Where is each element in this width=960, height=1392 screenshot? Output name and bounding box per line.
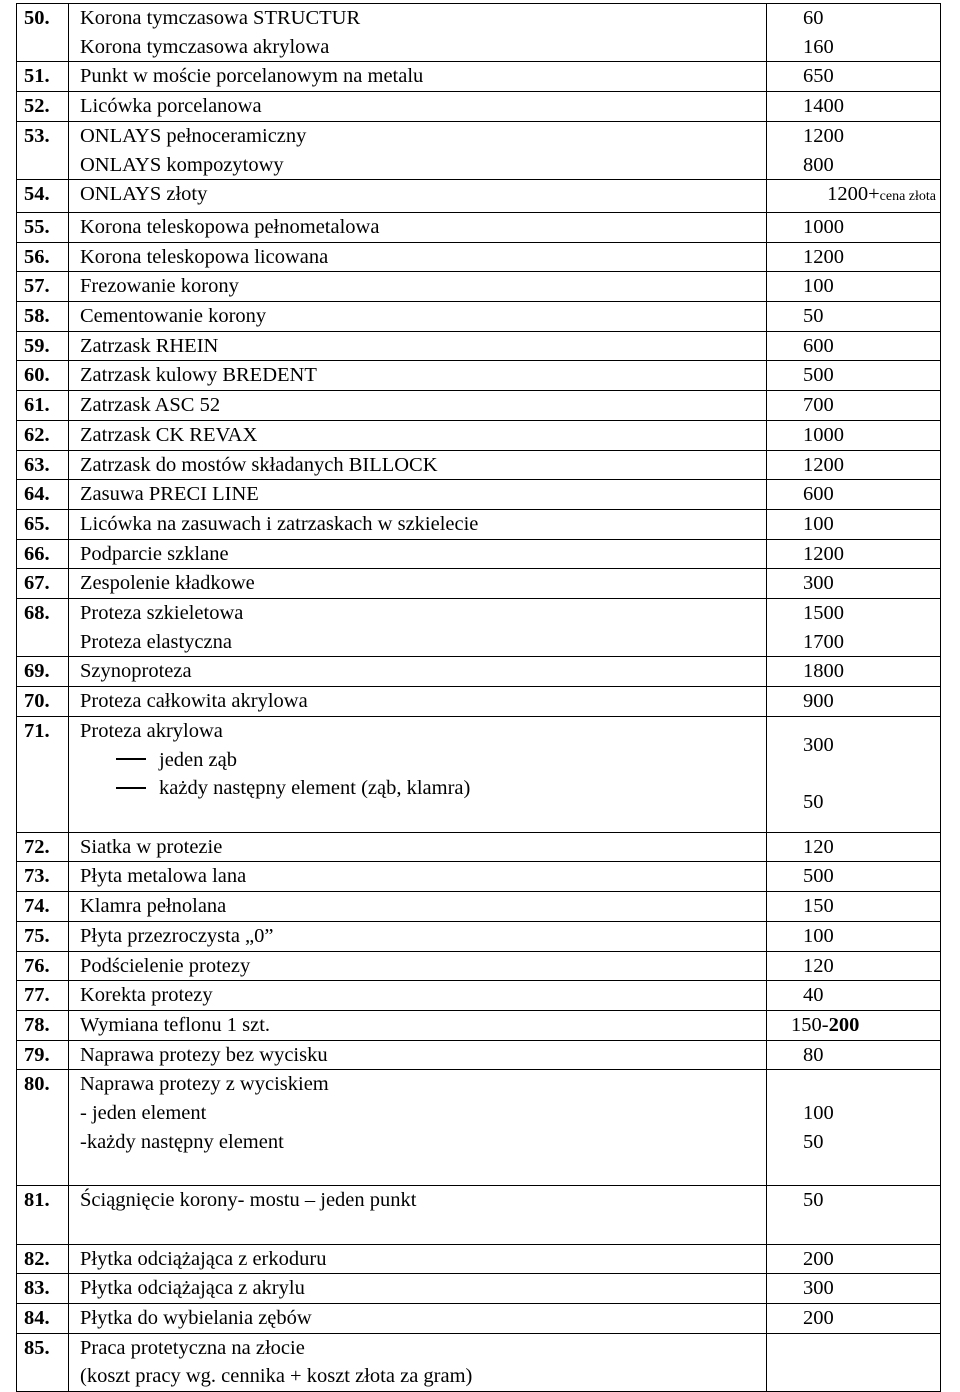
sub-item-label: jeden ząb xyxy=(159,748,237,771)
row-price-cell xyxy=(767,951,941,981)
row-price-cell xyxy=(767,687,941,717)
row-description-cell xyxy=(69,180,767,213)
row-price-cell xyxy=(767,599,941,657)
description-line: Korona teleskopowa pełnometalowa xyxy=(80,215,380,238)
row-number: 82. xyxy=(24,1247,50,1270)
spacer xyxy=(80,1215,766,1244)
price-value: 300 xyxy=(803,1277,834,1300)
price-value: 150 xyxy=(803,895,834,918)
row-number: 50. xyxy=(24,7,50,29)
sub-item xyxy=(80,746,766,775)
row-price-cell xyxy=(767,1333,941,1391)
row-number: 78. xyxy=(24,1013,50,1036)
description-line: Klamra pełnolana xyxy=(80,895,227,918)
row-description-cell xyxy=(69,832,767,862)
price-value: 700 xyxy=(803,394,834,417)
row-number-cell xyxy=(17,1333,69,1391)
description-line: Korekta protezy xyxy=(80,984,213,1007)
price-value: 1500 xyxy=(803,602,844,625)
row-number: 69. xyxy=(24,660,50,683)
row-number: 58. xyxy=(24,305,50,328)
description-line: Praca protetyczna na złocie xyxy=(80,1336,305,1359)
price-value: 50 xyxy=(803,1189,824,1212)
description-line: Podścielenie protezy xyxy=(80,954,251,977)
table-row xyxy=(17,1333,941,1391)
row-price-cell xyxy=(767,1303,941,1333)
row-number-cell xyxy=(17,569,69,599)
price-value: 500 xyxy=(803,364,834,387)
price-value: 1000 xyxy=(803,215,844,238)
row-description-cell xyxy=(69,242,767,272)
price-value xyxy=(767,1011,940,1040)
row-number: 55. xyxy=(24,215,50,238)
row-description-cell xyxy=(69,272,767,302)
row-number-cell xyxy=(17,921,69,951)
row-description-cell xyxy=(69,1333,767,1391)
row-number: 85. xyxy=(24,1336,50,1359)
table-row xyxy=(17,1010,941,1040)
row-number-cell xyxy=(17,1274,69,1304)
row-price-cell xyxy=(767,1244,941,1274)
spacer xyxy=(80,1156,766,1185)
row-number-cell xyxy=(17,92,69,122)
spacer xyxy=(767,760,940,789)
row-price-cell xyxy=(767,1040,941,1070)
description-line: Płyta metalowa lana xyxy=(80,865,247,888)
table-row xyxy=(17,981,941,1011)
row-price-cell xyxy=(767,420,941,450)
price-value xyxy=(767,1070,940,1099)
table-row xyxy=(17,121,941,179)
spacer xyxy=(80,803,766,832)
row-description-cell xyxy=(69,4,767,62)
row-number-cell xyxy=(17,981,69,1011)
row-price-cell xyxy=(767,892,941,922)
table-row xyxy=(17,4,941,62)
row-number-cell xyxy=(17,509,69,539)
price-value: 800 xyxy=(803,153,834,176)
row-number-cell xyxy=(17,1303,69,1333)
price-value: 1200 xyxy=(803,124,844,147)
price-value: 1200 xyxy=(803,542,844,565)
description-line: ONLAYS pełnoceramiczny xyxy=(80,124,307,147)
description-line: Szynoproteza xyxy=(80,660,192,683)
row-description-cell xyxy=(69,1040,767,1070)
row-number-cell xyxy=(17,1070,69,1186)
row-price-cell xyxy=(767,1070,941,1186)
row-price-cell xyxy=(767,716,941,832)
row-number: 61. xyxy=(24,394,50,417)
row-price-cell xyxy=(767,921,941,951)
table-row xyxy=(17,569,941,599)
description-line: Licówka porcelanowa xyxy=(80,95,262,118)
row-price-cell xyxy=(767,450,941,480)
price-value: 1200 xyxy=(803,453,844,476)
row-number: 80. xyxy=(24,1073,50,1096)
description-line: Proteza całkowita akrylowa xyxy=(80,690,308,713)
row-description-cell xyxy=(69,862,767,892)
row-price-cell xyxy=(767,242,941,272)
row-number-cell xyxy=(17,242,69,272)
row-number-cell xyxy=(17,212,69,242)
price-range-end: 200 xyxy=(828,1013,860,1036)
price-main: 1200+ xyxy=(827,183,880,206)
description-line: Proteza akrylowa xyxy=(80,719,223,742)
row-number-cell xyxy=(17,302,69,332)
row-price-cell xyxy=(767,1186,941,1244)
row-number: 84. xyxy=(24,1306,50,1329)
row-description-cell xyxy=(69,480,767,510)
row-description-cell xyxy=(69,981,767,1011)
price-value: 1800 xyxy=(803,660,844,683)
price-value: 600 xyxy=(803,483,834,506)
row-price-cell xyxy=(767,361,941,391)
table-row xyxy=(17,302,941,332)
description-line: Płytka odciążająca z erkoduru xyxy=(80,1247,327,1270)
description-line: Ściągnięcie korony- mostu – jeden punkt xyxy=(80,1189,417,1212)
row-description-cell xyxy=(69,716,767,832)
description-line: Płyta przezroczysta „0” xyxy=(80,924,274,947)
dash-bullet-icon xyxy=(116,787,146,789)
table-row xyxy=(17,450,941,480)
description-line: - jeden element xyxy=(80,1102,207,1125)
description-line: Zatrzask CK REVAX xyxy=(80,423,258,446)
row-description-cell xyxy=(69,1186,767,1244)
row-number: 73. xyxy=(24,865,50,888)
row-number-cell xyxy=(17,892,69,922)
price-value: 500 xyxy=(803,865,834,888)
table-row xyxy=(17,272,941,302)
table-row xyxy=(17,62,941,92)
price-value: 900 xyxy=(803,690,834,713)
table-row xyxy=(17,687,941,717)
row-number: 65. xyxy=(24,512,50,535)
row-number-cell xyxy=(17,180,69,213)
row-price-cell xyxy=(767,302,941,332)
row-price-cell xyxy=(767,539,941,569)
price-value: 650 xyxy=(803,65,834,88)
row-price-cell xyxy=(767,4,941,62)
row-description-cell xyxy=(69,1010,767,1040)
row-number: 59. xyxy=(24,334,50,357)
description-line: Frezowanie korony xyxy=(80,275,239,298)
row-number: 51. xyxy=(24,65,50,88)
table-row xyxy=(17,92,941,122)
row-number: 72. xyxy=(24,835,50,858)
price-value: 300 xyxy=(803,733,834,756)
table-row xyxy=(17,509,941,539)
row-number: 71. xyxy=(24,719,50,742)
table-row xyxy=(17,391,941,421)
description-line: Zasuwa PRECI LINE xyxy=(80,483,259,506)
row-number-cell xyxy=(17,716,69,832)
table-row xyxy=(17,361,941,391)
row-description-cell xyxy=(69,62,767,92)
table-row xyxy=(17,1274,941,1304)
row-price-cell xyxy=(767,272,941,302)
price-value: 40 xyxy=(803,984,824,1007)
row-number-cell xyxy=(17,657,69,687)
row-number: 56. xyxy=(24,245,50,268)
row-number: 83. xyxy=(24,1277,50,1300)
description-line: Korona tymczasowa STRUCTUR xyxy=(80,7,361,29)
description-line: Korona teleskopowa licowana xyxy=(80,245,329,268)
row-description-cell xyxy=(69,1274,767,1304)
table-row xyxy=(17,331,941,361)
description-line: Płytka odciążająca z akrylu xyxy=(80,1277,305,1300)
description-line: Płytka do wybielania zębów xyxy=(80,1306,312,1329)
description-line: Zatrzask ASC 52 xyxy=(80,394,221,417)
row-number-cell xyxy=(17,361,69,391)
row-price-cell xyxy=(767,331,941,361)
table-row xyxy=(17,480,941,510)
row-number-cell xyxy=(17,1040,69,1070)
row-description-cell xyxy=(69,361,767,391)
dash-bullet-icon xyxy=(116,758,146,760)
row-number: 77. xyxy=(24,984,50,1007)
row-price-cell xyxy=(767,480,941,510)
row-price-cell xyxy=(767,92,941,122)
row-number-cell xyxy=(17,62,69,92)
row-number-cell xyxy=(17,391,69,421)
row-description-cell xyxy=(69,302,767,332)
row-number-cell xyxy=(17,480,69,510)
price-value: 100 xyxy=(803,1102,834,1125)
price-value: 1400 xyxy=(803,95,844,118)
row-number: 54. xyxy=(24,183,50,206)
row-number: 81. xyxy=(24,1189,50,1212)
table-row xyxy=(17,951,941,981)
row-description-cell xyxy=(69,921,767,951)
row-description-cell xyxy=(69,539,767,569)
description-line: Proteza szkieletowa xyxy=(80,602,244,625)
price-value: 100 xyxy=(803,275,834,298)
row-number: 74. xyxy=(24,895,50,918)
row-number: 68. xyxy=(24,602,50,625)
price-value: 120 xyxy=(803,835,834,858)
row-number-cell xyxy=(17,1010,69,1040)
row-number: 66. xyxy=(24,542,50,565)
description-line: Zatrzask do mostów składanych BILLOCK xyxy=(80,453,438,476)
row-number-cell xyxy=(17,832,69,862)
row-price-cell xyxy=(767,569,941,599)
price-value: 50 xyxy=(803,305,824,328)
description-line: Proteza elastyczna xyxy=(80,630,232,653)
description-line: Licówka na zasuwach i zatrzaskach w szkielecie xyxy=(80,512,479,535)
row-number: 62. xyxy=(24,423,50,446)
row-number: 67. xyxy=(24,572,50,595)
row-price-cell xyxy=(767,509,941,539)
description-line: Siatka w protezie xyxy=(80,835,223,858)
row-number-cell xyxy=(17,121,69,179)
sub-item xyxy=(80,774,766,803)
row-price-cell xyxy=(767,981,941,1011)
row-price-cell xyxy=(767,832,941,862)
price-value: 100 xyxy=(803,512,834,535)
row-number-cell xyxy=(17,687,69,717)
row-number-cell xyxy=(17,951,69,981)
row-number: 79. xyxy=(24,1043,50,1066)
price-value: 50 xyxy=(803,791,824,814)
price-value xyxy=(767,180,940,212)
row-number: 70. xyxy=(24,690,50,713)
row-price-cell xyxy=(767,657,941,687)
row-description-cell xyxy=(69,92,767,122)
row-price-cell xyxy=(767,180,941,213)
row-price-cell xyxy=(767,62,941,92)
table-row xyxy=(17,921,941,951)
row-description-cell xyxy=(69,1070,767,1186)
row-number: 75. xyxy=(24,924,50,947)
row-price-cell xyxy=(767,1274,941,1304)
row-number-cell xyxy=(17,1186,69,1244)
table-row xyxy=(17,657,941,687)
row-number-cell xyxy=(17,1244,69,1274)
price-value: 200 xyxy=(803,1247,834,1270)
row-price-cell xyxy=(767,862,941,892)
row-description-cell xyxy=(69,951,767,981)
row-number-cell xyxy=(17,4,69,62)
description-line: Punkt w moście porcelanowym na metalu xyxy=(80,65,424,88)
row-price-cell xyxy=(767,212,941,242)
price-value: 300 xyxy=(803,572,834,595)
price-value: 60 xyxy=(803,7,824,29)
row-description-cell xyxy=(69,657,767,687)
row-description-cell xyxy=(69,509,767,539)
table-row xyxy=(17,716,941,832)
table-row xyxy=(17,180,941,213)
row-number: 53. xyxy=(24,124,50,147)
table-row xyxy=(17,832,941,862)
row-number: 60. xyxy=(24,364,50,387)
table-row xyxy=(17,212,941,242)
table-row xyxy=(17,420,941,450)
row-description-cell xyxy=(69,391,767,421)
row-number: 52. xyxy=(24,95,50,118)
price-suffix: cena złota xyxy=(879,189,936,205)
price-value: 1000 xyxy=(803,423,844,446)
row-price-cell xyxy=(767,391,941,421)
row-number-cell xyxy=(17,862,69,892)
row-number: 63. xyxy=(24,453,50,476)
table-row xyxy=(17,1244,941,1274)
row-number-cell xyxy=(17,331,69,361)
price-value: 160 xyxy=(803,35,834,58)
description-line: Naprawa protezy bez wycisku xyxy=(80,1043,328,1066)
row-description-cell xyxy=(69,331,767,361)
row-number: 76. xyxy=(24,954,50,977)
price-list-body xyxy=(17,4,941,1392)
row-description-cell xyxy=(69,1303,767,1333)
row-description-cell xyxy=(69,121,767,179)
description-line: Naprawa protezy z wyciskiem xyxy=(80,1073,329,1096)
table-row xyxy=(17,1070,941,1186)
sub-item-label: każdy następny element (ząb, klamra) xyxy=(159,777,471,800)
row-description-cell xyxy=(69,599,767,657)
description-line: ONLAYS kompozytowy xyxy=(80,153,284,176)
row-description-cell xyxy=(69,450,767,480)
price-range-start: 150- xyxy=(791,1013,829,1036)
table-row xyxy=(17,539,941,569)
price-value: 50 xyxy=(803,1130,824,1153)
description-line: -każdy następny element xyxy=(80,1130,284,1153)
price-value: 80 xyxy=(803,1043,824,1066)
price-list-table xyxy=(16,3,941,1392)
description-line: Wymiana teflonu 1 szt. xyxy=(80,1013,271,1036)
price-value: 600 xyxy=(803,334,834,357)
price-value: 120 xyxy=(803,954,834,977)
table-row xyxy=(17,1040,941,1070)
row-description-cell xyxy=(69,212,767,242)
table-row xyxy=(17,862,941,892)
description-line: Zatrzask RHEIN xyxy=(80,334,219,357)
row-price-cell xyxy=(767,121,941,179)
description-line: Zespolenie kładkowe xyxy=(80,572,255,595)
price-value: 1200 xyxy=(803,245,844,268)
description-line: ONLAYS złoty xyxy=(80,183,208,206)
price-value: 100 xyxy=(803,924,834,947)
description-line: Podparcie szklane xyxy=(80,542,229,565)
row-description-cell xyxy=(69,420,767,450)
row-description-cell xyxy=(69,1244,767,1274)
row-description-cell xyxy=(69,569,767,599)
price-value: 200 xyxy=(803,1306,834,1329)
description-line: Korona tymczasowa akrylowa xyxy=(80,35,330,58)
description-line: Cementowanie korony xyxy=(80,305,267,328)
row-number-cell xyxy=(17,599,69,657)
row-price-cell xyxy=(767,1010,941,1040)
table-row xyxy=(17,1186,941,1244)
row-description-cell xyxy=(69,687,767,717)
description-line: (koszt pracy wg. cennika + koszt złota za gram) xyxy=(80,1365,473,1388)
row-number: 57. xyxy=(24,275,50,298)
row-number: 64. xyxy=(24,483,50,506)
row-number-cell xyxy=(17,272,69,302)
table-row xyxy=(17,242,941,272)
table-row xyxy=(17,892,941,922)
row-number-cell xyxy=(17,450,69,480)
description-line: Zatrzask kulowy BREDENT xyxy=(80,364,317,387)
table-row xyxy=(17,1303,941,1333)
row-number-cell xyxy=(17,420,69,450)
row-description-cell xyxy=(69,892,767,922)
row-number-cell xyxy=(17,539,69,569)
price-value: 1700 xyxy=(803,630,844,653)
table-row xyxy=(17,599,941,657)
